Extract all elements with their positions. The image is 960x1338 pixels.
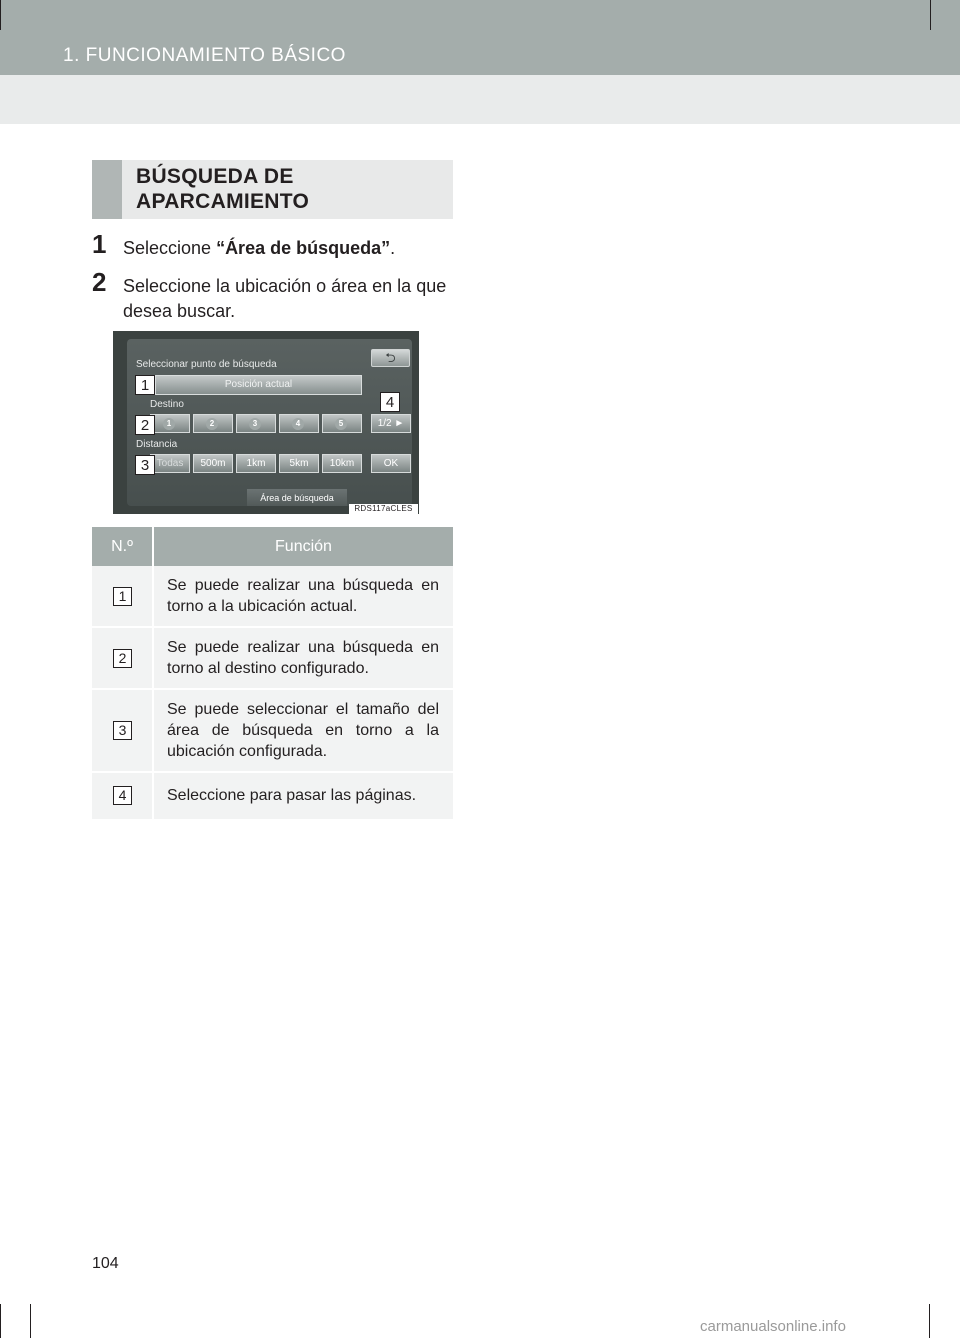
destination-label: Destino: [150, 399, 184, 410]
chapter-title: 1. FUNCIONAMIENTO BÁSICO: [63, 45, 346, 66]
step-number: 1: [92, 229, 107, 259]
step-number: 2: [92, 267, 107, 297]
crop-mark: [30, 1304, 31, 1338]
callout-3: 3: [135, 455, 155, 475]
distance-all-button[interactable]: Todas: [150, 454, 190, 473]
col-header-function: Función: [275, 538, 332, 555]
callout-1: 1: [135, 375, 155, 395]
table-row: [92, 773, 453, 819]
step-1: [92, 229, 454, 261]
table-row: [92, 690, 453, 773]
distance-1km-button[interactable]: 1km: [236, 454, 276, 473]
function-table: [92, 527, 453, 819]
row-number: 3: [113, 721, 132, 740]
crop-mark: [930, 0, 931, 30]
callout-2: 2: [135, 415, 155, 435]
destination-button-1[interactable]: 1: [150, 414, 190, 433]
distance-5km-button[interactable]: 5km: [279, 454, 319, 473]
crop-mark: [0, 0, 1, 30]
section-title-line2: APARCAMIENTO: [136, 190, 310, 213]
col-header-no: N.º: [111, 538, 133, 555]
watermark: carmanualsonline.info: [700, 1318, 846, 1335]
row-function: Se puede realizar una búsqueda en torno al destino configurado.: [167, 639, 439, 677]
header-subbar: [0, 75, 960, 124]
current-position-button[interactable]: Posición actual: [155, 375, 362, 395]
crop-mark: [0, 1304, 1, 1338]
section-title-line1: BÚSQUEDA DE: [136, 165, 294, 188]
search-area-tab[interactable]: Área de búsqueda: [247, 489, 347, 506]
step-text: Seleccione la ubicación o área en la que desea buscar.: [123, 276, 447, 321]
step-bold-term: “Área de búsqueda”: [216, 238, 391, 258]
return-arrow-icon: ⮌: [385, 350, 396, 365]
screen-panel: [127, 339, 412, 506]
screen-title: Seleccionar punto de búsqueda: [136, 359, 277, 370]
header-bar: [0, 0, 960, 75]
row-function: Seleccione para pasar las páginas.: [167, 787, 417, 804]
table-header: [92, 527, 453, 566]
section-title: [136, 164, 436, 214]
section-heading: [92, 160, 453, 219]
section-accent: [92, 160, 122, 219]
row-function: Se puede realizar una búsqueda en torno a la ubicación actual.: [167, 577, 439, 615]
page-number: 104: [92, 1255, 119, 1272]
destination-button-3[interactable]: 3: [236, 414, 276, 433]
distance-label: Distancia: [136, 439, 178, 450]
destination-button-4[interactable]: 4: [279, 414, 319, 433]
row-number: 4: [113, 786, 132, 805]
destination-button-2[interactable]: 2: [193, 414, 233, 433]
distance-10km-button[interactable]: 10km: [322, 454, 362, 473]
screen-illustration: [113, 331, 419, 514]
page-next-button[interactable]: 1/2 ►: [371, 414, 411, 433]
crop-mark: [929, 1304, 930, 1338]
row-function: Se puede seleccionar el tamaño del área de búsqueda en torno a la ubicación configurada.: [167, 701, 439, 760]
destination-button-5[interactable]: 5: [322, 414, 362, 433]
table-row: [92, 566, 453, 628]
step-text: Seleccione “Área de búsqueda”.: [123, 238, 396, 258]
back-button[interactable]: [371, 349, 410, 367]
ok-button[interactable]: OK: [371, 454, 411, 473]
row-number: 1: [113, 587, 132, 606]
image-code: RDS117aCLES: [349, 504, 418, 514]
table-row: [92, 628, 453, 690]
step-2: [92, 267, 454, 324]
row-number: 2: [113, 649, 132, 668]
distance-500m-button[interactable]: 500m: [193, 454, 233, 473]
callout-4: 4: [380, 392, 400, 412]
